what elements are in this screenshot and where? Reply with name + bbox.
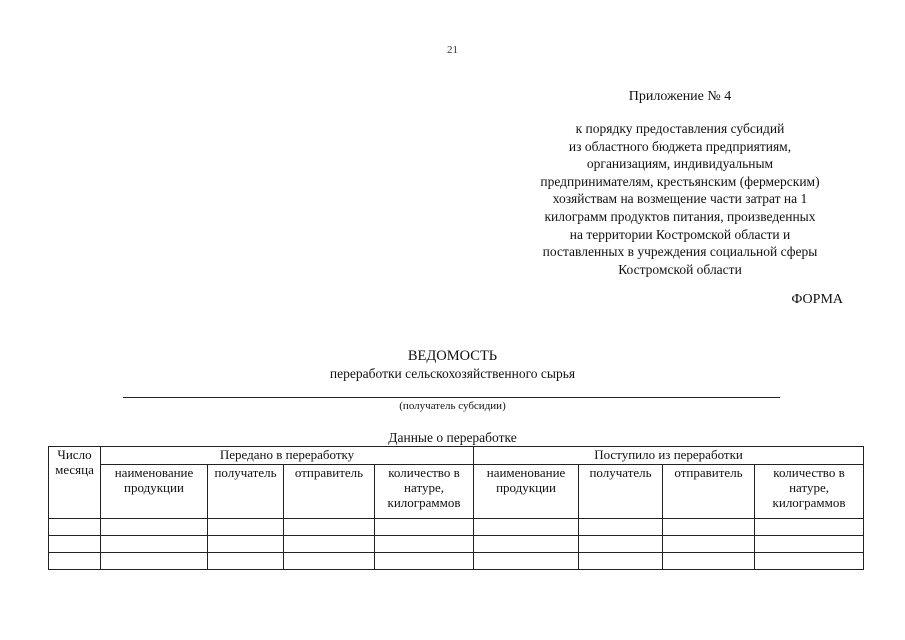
appendix-line: из областного бюджета предприятиям, (568, 138, 792, 154)
table-cell[interactable] (579, 536, 663, 553)
appendix-line: килограмм продуктов питания, произведенных (544, 208, 816, 224)
table-cell[interactable] (755, 553, 864, 570)
table-cell[interactable] (375, 553, 474, 570)
transferred-recipient-header: получатель (208, 465, 284, 519)
appendix-line: на территории Костромской области и (569, 226, 791, 242)
appendix-line: организациям, индивидуальным (586, 156, 774, 172)
table-cell[interactable] (49, 536, 101, 553)
table-cell[interactable] (284, 553, 375, 570)
table-cell[interactable] (755, 536, 864, 553)
page-number: 21 (447, 44, 458, 56)
appendix-line: поставленных в учреждения социальной сферы (542, 244, 818, 260)
document-title: ВЕДОМОСТЬ (407, 348, 498, 364)
received-recipient-header: получатель (579, 465, 663, 519)
table-cell[interactable] (49, 553, 101, 570)
day-of-month-header: Число месяца (49, 447, 101, 519)
table-cell[interactable] (579, 553, 663, 570)
transferred-quantity-header: количество в натуре, килограммов (375, 465, 474, 519)
table-cell[interactable] (474, 536, 579, 553)
table-cell[interactable] (663, 553, 755, 570)
transferred-product-name-header: наименование продукции (101, 465, 208, 519)
table-cell[interactable] (755, 519, 864, 536)
appendix-line: Костромской области (618, 261, 742, 277)
table-cell[interactable] (284, 519, 375, 536)
appendix-title: Приложение № 4 (628, 89, 732, 104)
appendix-line: предпринимателям, крестьянским (фермерским) (540, 173, 820, 189)
received-sender-header: отправитель (663, 465, 755, 519)
table-cell[interactable] (101, 553, 208, 570)
table-cell[interactable] (101, 519, 208, 536)
table-cell[interactable] (49, 519, 101, 536)
table-cell[interactable] (101, 536, 208, 553)
form-label: ФОРМА (791, 292, 843, 307)
received-product-name-header: наименование продукции (474, 465, 579, 519)
table-column-header-row (49, 465, 864, 519)
transferred-group-header: Передано в переработку (101, 447, 474, 465)
received-quantity-header: количество в натуре, килограммов (755, 465, 864, 519)
table-group-header-row (49, 447, 864, 465)
table-cell[interactable] (474, 553, 579, 570)
table-row (49, 553, 864, 570)
table-cell[interactable] (208, 536, 284, 553)
recipient-caption: (получатель субсидии) (399, 400, 506, 412)
table-cell[interactable] (375, 536, 474, 553)
table-cell[interactable] (208, 553, 284, 570)
table-cell[interactable] (284, 536, 375, 553)
table-cell[interactable] (375, 519, 474, 536)
processing-table (48, 446, 864, 570)
table-row (49, 519, 864, 536)
table-cell[interactable] (208, 519, 284, 536)
table-cell[interactable] (579, 519, 663, 536)
appendix-body (510, 120, 850, 278)
appendix-line: к порядку предоставления субсидий (575, 121, 785, 136)
appendix-line: хозяйствам на возмещение части затрат на 1 (552, 191, 808, 207)
transferred-sender-header: отправитель (284, 465, 375, 519)
document-subtitle: переработки сельскохозяйственного сырья (329, 366, 576, 381)
table-cell[interactable] (663, 536, 755, 553)
table-row (49, 536, 864, 553)
recipient-fill-line (123, 397, 780, 398)
table-cell[interactable] (474, 519, 579, 536)
received-group-header: Поступило из переработки (474, 447, 864, 465)
table-caption: Данные о переработке (388, 430, 517, 445)
table-cell[interactable] (663, 519, 755, 536)
